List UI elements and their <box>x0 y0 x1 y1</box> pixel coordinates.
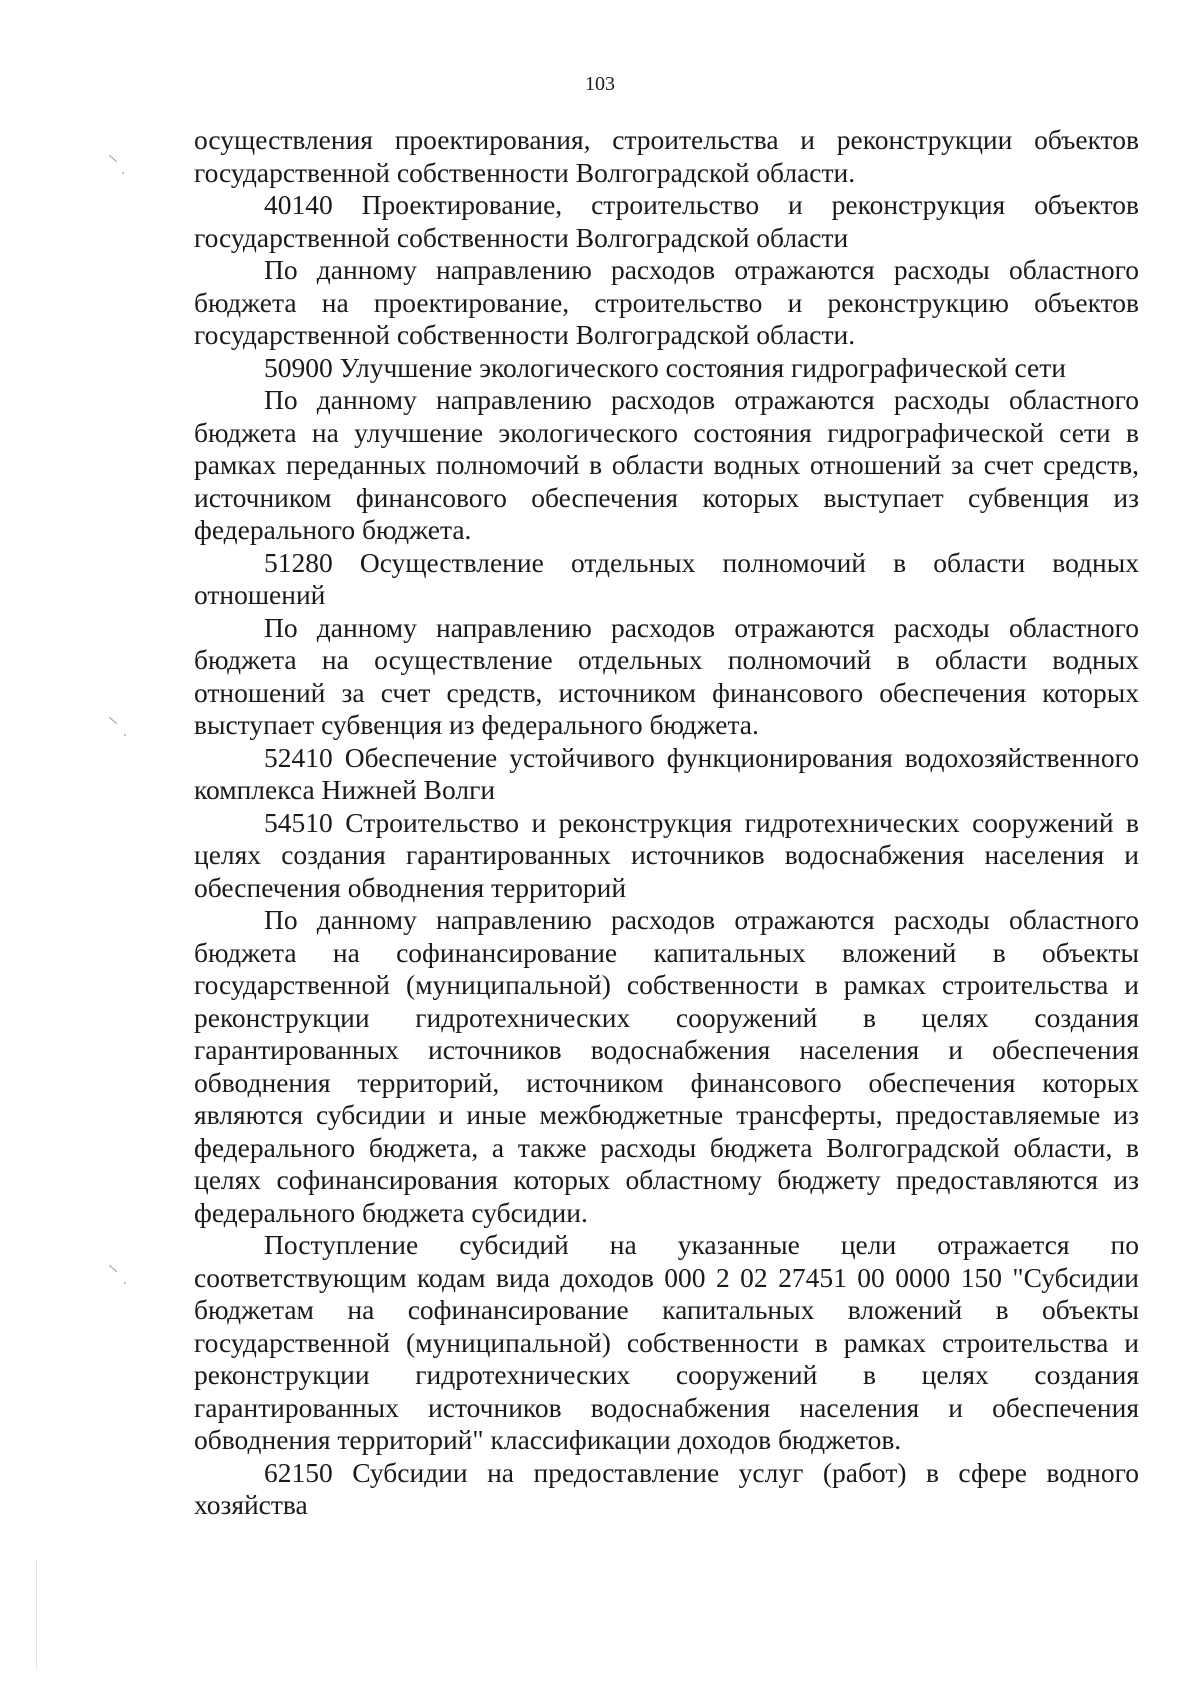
section-heading-40140: 40140 Проектирование, строительство и реконструкция объектов государственной собственности Волгоградской области <box>194 189 1139 253</box>
section-heading-50900: 50900 Улучшение экологического состояния гидрографической сети <box>264 351 1066 383</box>
paragraph: По данному направлению расходов отражаются расходы областного бюджета на софинансирование капитальных вложений в объекты государственной (муниципальной) собственности в рамках строительства и реконструкции гидротехнических сооружений в целях создания гарантированных источников водоснабжения населения и обеспечения обводнения территорий, источником финансового обеспечения которых являются субсидии и иные межбюджетные трансферты, предоставляемые из федерального бюджета, а также расходы бюджета Волгоградской области, в целях софинансирования которых областному бюджету предоставляются из федерального бюджета субсидии. <box>194 904 1139 1228</box>
document-body <box>194 124 1139 1522</box>
section-heading-62150: 62150 Субсидии на предоставление услуг (работ) в сфере водного хозяйства <box>194 1456 1139 1520</box>
paragraph: По данному направлению расходов отражаются расходы областного бюджета на осуществление отдельных полномочий в области водных отношений за счет средств, источником финансового обеспечения которых выступает субвенция из федерального бюджета. <box>194 611 1139 740</box>
scan-mark <box>124 1282 126 1284</box>
scan-mark <box>122 172 124 174</box>
section-heading-52410: 52410 Обеспечение устойчивого функционирования водохозяйственного комплекса Нижней Волги <box>194 741 1139 805</box>
section-heading-54510: 54510 Строительство и реконструкция гидротехнических сооружений в целях создания гарантированных источников водоснабжения населения и обеспечения обводнения территорий <box>194 806 1139 903</box>
scan-mark <box>124 734 126 736</box>
paragraph: осуществления проектирования, строительства и реконструкции объектов государственной собственности Волгоградской области. <box>194 124 1139 188</box>
paragraph: По данному направлению расходов отражаются расходы областного бюджета на проектирование, строительство и реконструкцию объектов государственной собственности Волгоградской области. <box>194 254 1139 350</box>
section-heading-51280: 51280 Осуществление отдельных полномочий в области водных отношений <box>194 546 1139 610</box>
paragraph: Поступление субсидий на указанные цели отражается по соответствующим кодам вида доходов 000 2 02 27451 00 0000 150 "Субсидии бюджетам на софинансирование капитальных вложений в объекты государственной (муниципальной) собственности в рамках строительства и реконструкции гидротехнических сооружений в целях создания гарантированных источников водоснабжения населения и обеспечения обводнения территорий" классификации доходов бюджетов. <box>194 1229 1139 1455</box>
scan-mark <box>109 1265 117 1272</box>
scan-mark <box>109 717 117 724</box>
scan-edge-line <box>36 1560 37 1670</box>
paragraph: По данному направлению расходов отражаются расходы областного бюджета на улучшение экологического состояния гидрографической сети в рамках переданных полномочий в области водных отношений за счет средств, источником финансового обеспечения которых выступает субвенция из федерального бюджета. <box>194 384 1139 545</box>
scan-mark <box>109 155 117 162</box>
page-number: 103 <box>585 73 615 95</box>
